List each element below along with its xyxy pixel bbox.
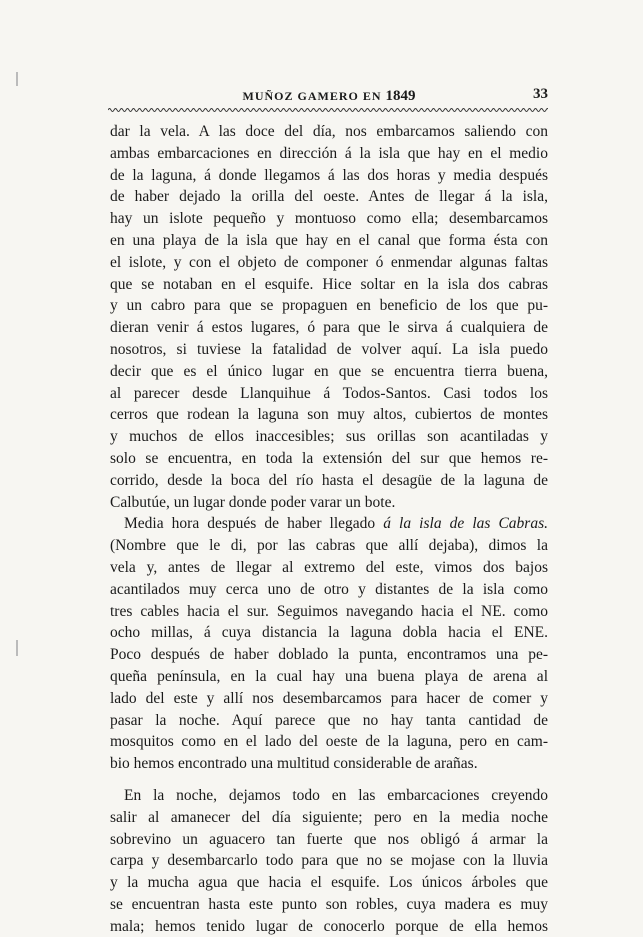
- text-line: hay un islote pequeño y montuoso como ella; desembarcamos: [110, 210, 548, 228]
- margin-mark: [16, 640, 18, 656]
- text-line: al parecer desde Llanquihue á Todos-Santos. Casi todos los: [110, 384, 548, 402]
- text-line: en una playa de la isla que hay en el canal que forma ésta con: [110, 231, 548, 249]
- paragraph: [110, 785, 548, 937]
- text-line: vela y, antes de llegar al extremo del este, vimos dos bajos: [110, 558, 548, 576]
- text-line: mala; hemos tenido lugar de conocerlo porque de ella hemos: [110, 917, 548, 935]
- paragraph: [110, 513, 548, 775]
- text-line: carpa y desembarcarlo todo para que no se mojase con la lluvia: [110, 852, 548, 870]
- text-line: corrido, desde la boca del río hasta el desagüe de la laguna de: [110, 471, 548, 489]
- text-line: solo se encuentra, en toda la extensión del sur que hemos re-: [110, 449, 548, 467]
- text-line: queña península, en la cual hay una buena playa de arena al: [110, 667, 548, 685]
- page-number: 33: [533, 86, 548, 102]
- text-line: (Nombre que le di, por las cabras que allí dejaba), dimos la: [110, 537, 548, 555]
- text-line: bio hemos encontrado una multitud considerable de arañas.: [110, 755, 478, 773]
- text-line: y un cabro para que se propaguen en beneficio de los que pu-: [110, 297, 548, 315]
- running-head: [110, 88, 548, 108]
- text-line: En la noche, dejamos todo en las embarcaciones creyendo: [124, 786, 548, 804]
- margin-mark: [16, 72, 18, 86]
- text-line: pasar la noche. Aquí parece que no hay tanta cantidad de: [110, 711, 548, 729]
- italic-place-name: á la isla de las Cabras.: [383, 515, 548, 533]
- text-line: nosotros, si tuviese la fatalidad de volver aquí. La isla puedo: [110, 340, 548, 358]
- text-line: decir que es el único lugar en que se encuentra tierra buena,: [110, 362, 548, 380]
- text-line: cerros que rodean la laguna son muy altos, cubiertos de montes: [110, 406, 548, 424]
- running-title-year: 1849: [385, 88, 416, 104]
- text-line: dieran venir á estos lugares, ó para que le sirva á cualquiera de: [110, 319, 548, 337]
- text-line: el islote, y con el objeto de componer ó enmendar algunas faltas: [110, 253, 548, 271]
- text-line: lado del este y allí nos desembarcamos para hacer de comer y: [110, 689, 548, 707]
- paragraph: [110, 121, 548, 513]
- text-line: de haber dejado la orilla del oeste. Antes de llegar á la isla,: [110, 188, 548, 206]
- text-line: salir al amanecer del día siguiente; pero en la media noche: [110, 808, 548, 826]
- text-line: Calbutúe, un lugar donde poder varar un bote.: [110, 493, 396, 511]
- text-line: ocho millas, á cuya distancia la laguna dobla hacia el ENE.: [110, 624, 548, 642]
- text-line: Poco después de haber doblado la punta, encontramos una pe-: [110, 646, 548, 664]
- text-line: se encuentran hasta este punto son robles, cuya madera es muy: [110, 895, 548, 913]
- text-line: que se notaban en el esquife. Hice soltar en la isla dos cabras: [110, 275, 548, 293]
- text-line: tres cables hacia el sur. Seguimos navegando hacia el NE. como: [110, 602, 548, 620]
- paragraph-gap: [110, 775, 548, 785]
- text-line: dar la vela. A las doce del día, nos embarcamos saliendo con: [110, 123, 548, 140]
- body-text: [110, 121, 548, 937]
- text-line: ambas embarcaciones en dirección á la isla que hay en el medio: [110, 144, 548, 162]
- text-line: acantilados muy cerca uno de otro y distantes de la isla como: [110, 580, 548, 598]
- running-title: [110, 88, 548, 105]
- text-segment: Media hora después de haber llegado: [124, 515, 384, 533]
- text-line: y muchos de ellos inaccesibles; sus orillas son acantiladas y: [110, 428, 548, 446]
- text-line: mosquitos como en el lado del oeste de la laguna, pero en cam-: [110, 733, 548, 751]
- header-wavy-rule: [108, 106, 548, 114]
- text-line: sobrevino un aguacero tan fuerte que nos obligó á armar la: [110, 830, 548, 848]
- text-line: [110, 513, 548, 535]
- running-title-text: MUÑOZ GAMERO EN: [242, 89, 382, 103]
- text-line: y la mucha agua que hacia el esquife. Los únicos árboles que: [110, 874, 548, 892]
- text-line: de la laguna, á donde llegamos á las dos horas y media después: [110, 166, 548, 184]
